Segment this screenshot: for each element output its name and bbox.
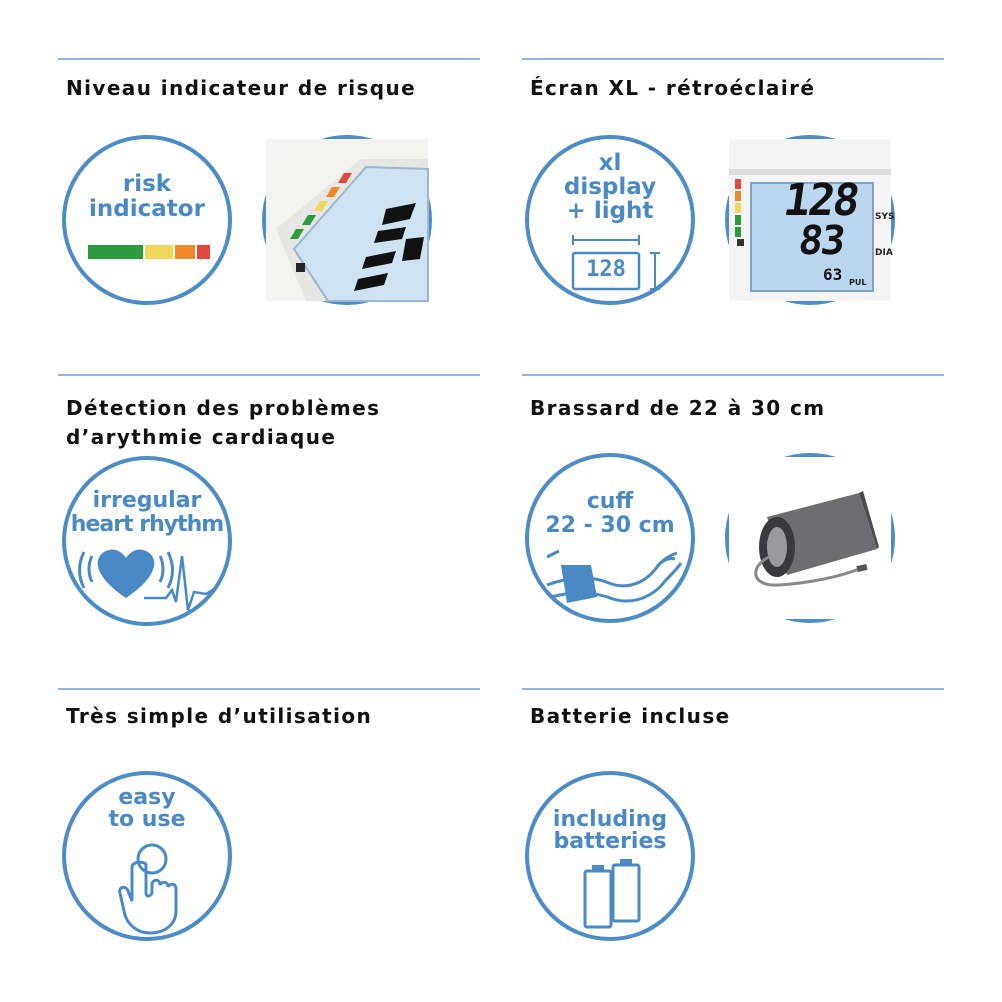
badge-text-line: display	[563, 174, 657, 200]
arm-cuff-icon	[529, 457, 691, 619]
pul-value: 63	[823, 265, 843, 284]
risk-indicator-badge	[62, 135, 232, 305]
badge-text-line: xl	[598, 150, 622, 176]
section-divider	[58, 688, 480, 690]
section-divider	[522, 374, 944, 376]
sys-label: SYS	[875, 212, 895, 222]
feature-batteries	[522, 688, 944, 731]
badge-text-line: batteries	[553, 829, 667, 854]
feature-xl-display	[522, 58, 944, 103]
feature-title: Niveau indicateur de risque	[66, 76, 417, 100]
risk-display-photo	[262, 135, 432, 305]
including-batteries-badge	[525, 771, 695, 941]
section-divider	[58, 374, 480, 376]
badge-text-line: to use	[108, 807, 186, 832]
section-divider	[58, 58, 480, 60]
sys-value: 128	[780, 175, 862, 226]
section-divider	[522, 688, 944, 690]
feature-risk-indicator	[58, 58, 480, 103]
feature-title-line: d’arythmie cardiaque	[66, 425, 337, 449]
feature-cuff-size	[522, 374, 944, 423]
risk-scale-icon	[66, 139, 228, 301]
badge-text-line: heart rhythm	[70, 512, 224, 537]
badge-text-line: including	[552, 807, 668, 832]
touch-hand-icon	[66, 775, 228, 937]
dia-label: DIA	[875, 248, 893, 258]
feature-title: Écran XL - rétroéclairé	[530, 76, 816, 100]
badge-text-line: irregular	[92, 488, 202, 513]
batteries-icon	[529, 775, 691, 937]
feature-title: Batterie incluse	[530, 704, 731, 728]
badge-text-line: cuff	[586, 489, 634, 514]
badge-text-line: 22 - 30 cm	[545, 513, 675, 538]
cuff-size-badge	[525, 453, 695, 623]
xl-display-badge	[525, 135, 695, 305]
dia-value: 83	[795, 218, 847, 264]
section-divider	[522, 58, 944, 60]
feature-title: Brassard de 22 à 30 cm	[530, 396, 826, 420]
cuff-photo	[725, 453, 895, 623]
irregular-heart-rhythm-badge	[62, 456, 232, 626]
feature-easy-to-use	[58, 688, 480, 731]
badge-text-line: easy	[118, 785, 176, 810]
feature-title-line: Détection des problèmes	[66, 396, 381, 420]
feature-title: Très simple d’utilisation	[66, 704, 373, 728]
feature-arrhythmia-detection	[58, 374, 480, 452]
heart-pulse-icon	[66, 460, 228, 622]
badge-lcd-readout: 128	[586, 257, 626, 282]
badge-text-line: indicator	[89, 196, 205, 222]
badge-text-line: risk	[122, 171, 172, 197]
easy-to-use-badge	[62, 771, 232, 941]
backlit-display-photo	[725, 135, 895, 305]
pul-label: PUL	[849, 278, 867, 287]
badge-text-line: + light	[566, 198, 654, 224]
